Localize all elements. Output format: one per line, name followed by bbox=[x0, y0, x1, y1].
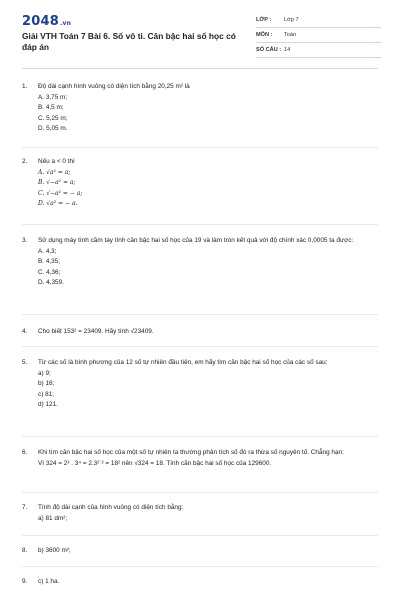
option-c[interactable]: C. 5,25 m; bbox=[38, 114, 68, 122]
question-1 bbox=[22, 82, 382, 135]
question-number: 7. bbox=[22, 504, 28, 511]
question-number: 8. bbox=[22, 547, 28, 554]
option-d[interactable]: D. 4,359. bbox=[38, 279, 64, 286]
question-divider bbox=[22, 436, 378, 437]
meta-value: 14 bbox=[284, 47, 291, 53]
question-divider bbox=[22, 224, 378, 225]
question-divider bbox=[22, 147, 378, 148]
option-a[interactable]: A. 3,75 m; bbox=[38, 93, 68, 101]
meta-underline bbox=[256, 57, 381, 58]
sub-item-a: a) 9; bbox=[38, 369, 51, 377]
site-logo[interactable] bbox=[22, 14, 71, 29]
option-c[interactable]: C. √−a² = − a; bbox=[38, 189, 83, 197]
header-divider bbox=[22, 68, 378, 69]
sub-item-c: c) 81; bbox=[38, 390, 54, 398]
question-text: Độ dài cạnh hình vuông có diện tích bằng 20,25 m² là bbox=[38, 83, 190, 90]
question-9 bbox=[22, 577, 382, 588]
meta-underline bbox=[256, 27, 381, 28]
question-text: c) 1 ha. bbox=[38, 578, 60, 585]
meta-key: LỚP : bbox=[256, 17, 272, 23]
document-header bbox=[0, 0, 400, 66]
question-number: 9. bbox=[22, 578, 28, 585]
meta-subject bbox=[256, 29, 381, 43]
question-number: 6. bbox=[22, 449, 28, 456]
meta-value: Toán bbox=[284, 32, 297, 38]
question-divider bbox=[22, 566, 378, 567]
option-a[interactable]: A. 4,3; bbox=[38, 247, 57, 255]
question-number: 4. bbox=[22, 328, 28, 335]
option-d[interactable]: D. 5,05 m. bbox=[38, 125, 68, 132]
question-text: Cho biết 153² = 23409. Hãy tính √23409. bbox=[38, 328, 154, 335]
option-d[interactable]: D. √a² = − a. bbox=[38, 200, 78, 207]
meta-key: SỐ CÂU : bbox=[256, 47, 282, 53]
question-number: 2. bbox=[22, 158, 28, 165]
document-title: Giải VTH Toán 7 Bài 6. Số vô tỉ. Căn bậc hai số học có đáp án bbox=[22, 31, 236, 52]
question-6 bbox=[22, 448, 382, 469]
question-text: Sử dụng máy tính cầm tay tính căn bậc hai số học của 19 và làm tròn kết quả với độ chính xác 0,0005 ta được: bbox=[38, 237, 354, 244]
question-2 bbox=[22, 157, 382, 210]
option-a[interactable]: A. √a² = a; bbox=[38, 168, 71, 176]
sub-item-d: d) 121. bbox=[38, 401, 58, 408]
question-3 bbox=[22, 236, 382, 289]
question-4 bbox=[22, 327, 382, 338]
option-c[interactable]: C. 4,36; bbox=[38, 268, 61, 276]
question-divider bbox=[22, 346, 378, 347]
logo-sub: .vn bbox=[59, 20, 72, 27]
question-text: Từ các số là bình phương của 12 số tự nhiên đầu tiên, em hãy tìm căn bậc hai số học của các số sau: bbox=[38, 359, 328, 366]
question-number: 5. bbox=[22, 359, 28, 366]
meta-question-count bbox=[256, 44, 381, 58]
question-number: 3. bbox=[22, 237, 28, 244]
logo-main: 2048 bbox=[22, 14, 59, 29]
option-b[interactable]: B. 4,5 m; bbox=[38, 104, 64, 111]
sub-item-b: b) 16; bbox=[38, 380, 55, 387]
question-5 bbox=[22, 358, 382, 411]
question-text: Tính độ dài cạnh của hình vuông có diện tích bằng: bbox=[38, 504, 184, 511]
question-divider bbox=[22, 535, 378, 536]
meta-class bbox=[256, 14, 381, 28]
sub-item-a: a) 81 dm²; bbox=[38, 514, 68, 522]
question-number: 1. bbox=[22, 83, 28, 90]
question-divider bbox=[22, 314, 378, 315]
question-7 bbox=[22, 503, 382, 524]
question-text: Nếu a < 0 thì bbox=[38, 158, 75, 165]
meta-underline bbox=[256, 42, 381, 43]
question-8 bbox=[22, 546, 382, 557]
question-divider bbox=[22, 492, 378, 493]
option-b[interactable]: B. √−a² = a; bbox=[38, 179, 76, 186]
question-example: Vì 324 = 2² . 3⁴ = 2.3²˙² = 18² nên √324 = 18. Tính căn bậc hai số học của 129600. bbox=[38, 459, 272, 467]
option-b[interactable]: B. 4,35; bbox=[38, 258, 61, 265]
question-text: b) 3600 m²; bbox=[38, 547, 71, 554]
question-text: Khi tìm căn bậc hai số học của một số tự nhiên ta thường phân tích số đó ra thừa số nguyên tố. Chẳng hạn: bbox=[38, 449, 344, 456]
meta-value: Lớp 7 bbox=[284, 17, 299, 23]
meta-key: MÔN : bbox=[256, 32, 273, 38]
